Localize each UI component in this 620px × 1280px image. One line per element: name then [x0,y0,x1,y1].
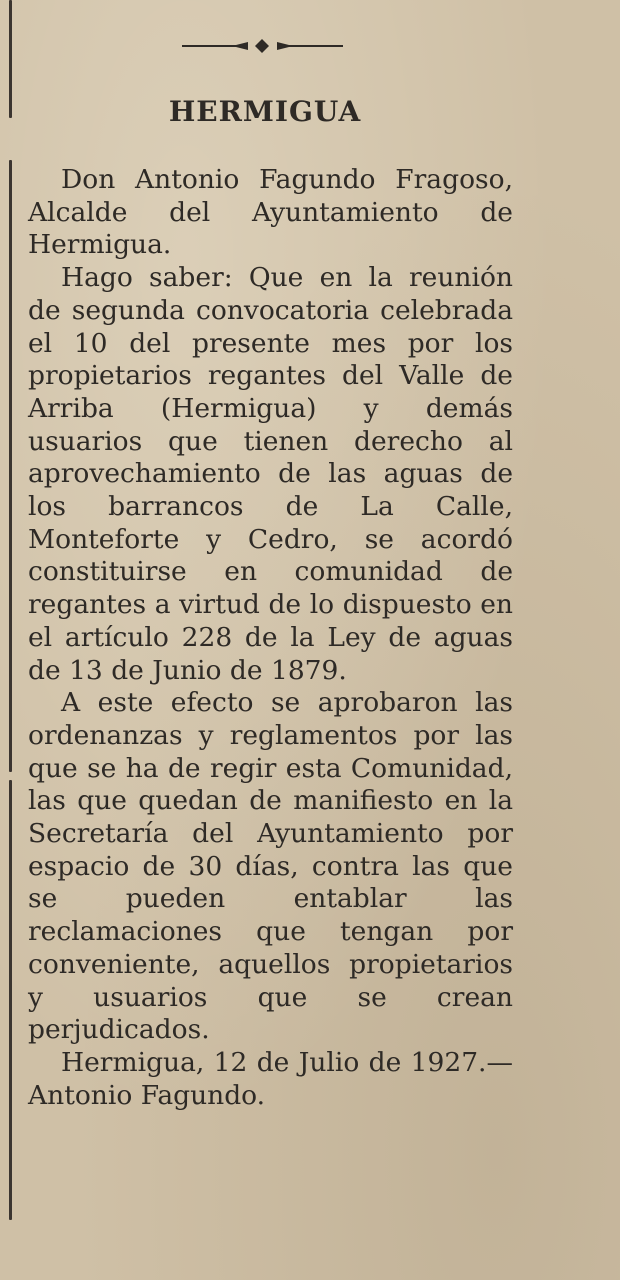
article-title: HERMIGUA [168,95,362,128]
paragraph-signature: Hermigua, 12 de Julio de 1927.—Antonio Fagundo. [28,1046,513,1111]
ornament-divider-icon [180,36,345,56]
paragraph-ordinances: A este efecto se aprobaron las ordenanzas y reglamentos por las que se ha de regir esta Comunidad, las que quedan de manifiesto en la Secretaría del Ayuntamiento por espacio de 30 días, contra las que se pueden entablar las reclamaciones que tengan por conveniente, aquellos propietarios y usuarios que se crean perjudicados. [28,687,513,1046]
paragraph-mayor: Don Antonio Fagundo Fragoso, Alcalde del Ayuntamiento de Hermigua. [28,164,513,261]
paragraph-announcement: Hago saber: Que en la reunión de segunda convocatoria celebrada el 10 del presente mes por los propietarios regantes del Valle de Arriba (Hermigua) y demás usuarios que tienen derecho al aprovechamiento de las aguas de los barrancos de La Calle, Monteforte y Cedro, se acordó constituirse en comunidad de regantes a virtud de lo dispuesto en el artículo 228 de la Ley de aguas de 13 de Junio de 1879. [28,262,513,686]
article-body [28,164,513,1112]
column-rule-bottom [9,780,12,1220]
column-rule-middle [9,160,12,772]
